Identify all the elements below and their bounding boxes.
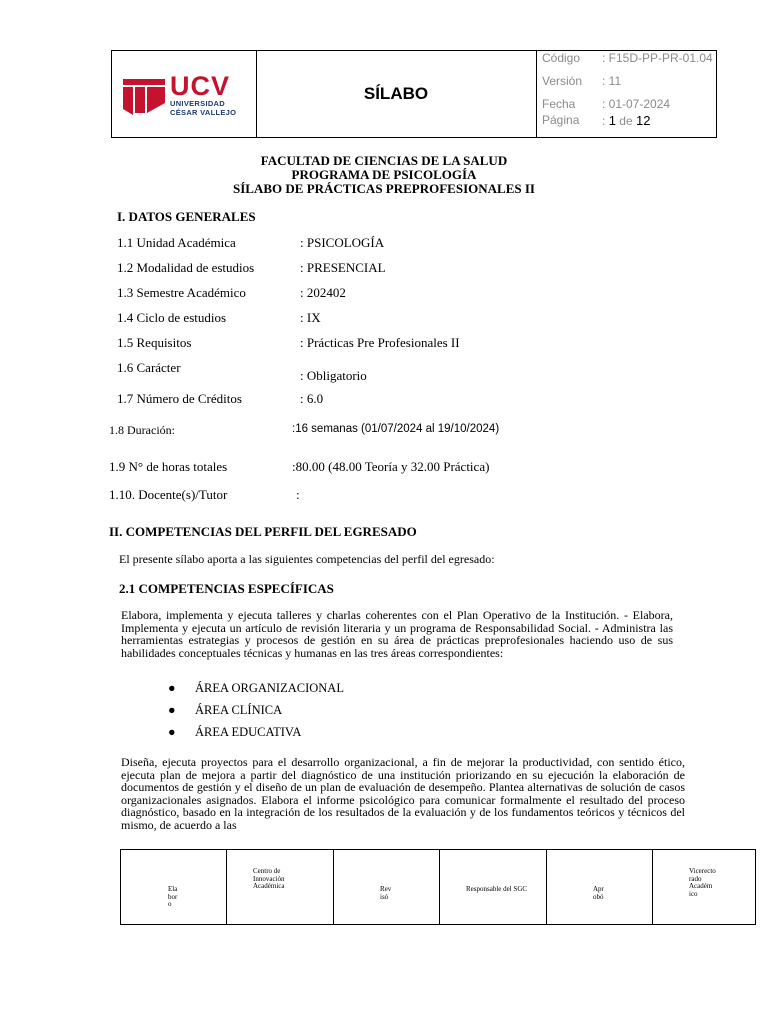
datos-value-6: : Obligatorio: [300, 368, 367, 383]
codigo-label: Código: [542, 51, 581, 65]
doc-title-cell: [256, 51, 537, 137]
pagina-row: [542, 113, 651, 128]
codigo-row: [542, 51, 713, 65]
bullet-icon: ●: [168, 725, 176, 739]
pagina-colon: :: [602, 114, 606, 128]
vicerrectorado-label: Vicerecto rado Académ ico: [689, 867, 716, 898]
pagina-value: [602, 113, 650, 128]
datos-label-6: 1.6 Carácter: [117, 360, 181, 375]
competencias-heading: II. COMPETENCIAS DEL PERFIL DEL EGRESADO: [109, 524, 417, 539]
datos-label-7: 1.7 Número de Créditos: [117, 391, 242, 406]
area-label: ÁREA EDUCATIVA: [195, 725, 302, 739]
pagina-de: de: [619, 114, 633, 128]
document-header: [111, 50, 717, 138]
codigo-value: : F15D-PP-PR-01.04: [602, 51, 713, 65]
datos-label-1: 1.1 Unidad Académica: [117, 235, 236, 250]
logo-brand: UCV: [170, 71, 231, 101]
datos-value-8: :16 semanas (01/07/2024 al 19/10/2024): [292, 423, 500, 435]
logo-line2: CÉSAR VALLEJO: [170, 107, 237, 117]
elaboro-cell: [121, 850, 227, 924]
datos-value-5: : Prácticas Pre Profesionales II: [300, 335, 460, 350]
datos-value-3: : 202402: [300, 285, 346, 300]
syllabus-title: SÍLABO DE PRÁCTICAS PREPROFESIONALES II: [233, 181, 535, 196]
area-label: ÁREA ORGANIZACIONAL: [195, 681, 344, 695]
aprobo-label: Apr obó: [593, 885, 604, 901]
datos-label-8: 1.8 Duración:: [109, 423, 175, 437]
responsable-sgc-label: Responsable del SGC: [466, 885, 528, 893]
fecha-value: : 01-07-2024: [602, 97, 671, 111]
datos-value-2: : PRESENCIAL: [300, 260, 386, 275]
competencias-intro: El presente sílabo aporta a las siguientes competencias del perfil del egresado:: [119, 552, 495, 566]
fecha-label: Fecha: [542, 97, 576, 111]
datos-label-5: 1.5 Requisitos: [117, 335, 192, 350]
fecha-row: [542, 97, 671, 111]
version-label: Versión: [542, 74, 583, 88]
competencias-paragraph-2: Diseña, ejecuta proyectos para el desarrollo organizacional, a fin de mejorar la productividad, con sentido ético, ejecuta plan de mejora a partir del diagnóstico de una institución priorizando en su ejecución la elaboración de documentos de gestión y el diseño de un plan de evaluación de desempeño. Plantea alternativas de solución de casos organizacionales asignados. Elabora el informe psicológico para comunicar formalmente el resultado del proceso diagnóstico, basado en la integración de los resultados de la evaluación y de los fundamentos teóricos y técnicos del mismo, de acuerdo a las: [121, 755, 685, 832]
datos-label-3: 1.3 Semestre Académico: [117, 285, 246, 300]
centro-innovacion-cell: [227, 850, 334, 924]
vicerrectorado-cell: [653, 850, 755, 924]
datos-value-9: :80.00 (48.00 Teoría y 32.00 Práctica): [292, 459, 490, 474]
datos-label-4: 1.4 Ciclo de estudios: [117, 310, 227, 325]
pagina-num: 1: [608, 113, 616, 128]
pagina-total: 12: [635, 113, 651, 128]
responsable-sgc-cell: [440, 850, 547, 924]
datos-label-2: 1.2 Modalidad de estudios: [117, 260, 255, 275]
datos-value-10: :: [296, 487, 300, 502]
competencias-paragraph-1: Elabora, implementa y ejecuta talleres y charlas coherentes con el Plan Operativo de la Institución. - Elabora, Implementa y ejecuta un artículo de revisión literaria y un programa de Responsabilidad Social. - Administra las herramientas estrategias y procesos de gestión en su área de prácticas preprofesionales haciendo uso de sus habilidades conceptuales técnicas y humanas en las tres áreas correspondientes:: [121, 608, 673, 660]
version-value: : 11: [602, 74, 622, 88]
elaboro-label: Ela bor o: [168, 885, 178, 908]
logo-line1: UNIVERSIDAD: [170, 99, 225, 108]
doc-title: SÍLABO: [363, 84, 429, 103]
logo-cell: [112, 51, 257, 137]
datos-value-4: : IX: [300, 310, 321, 325]
bullet-icon: ●: [168, 703, 176, 717]
bullet-icon: ●: [168, 681, 176, 695]
ucv-logo: [170, 73, 236, 117]
aprobo-cell: [547, 850, 653, 924]
version-row: [542, 74, 622, 88]
reviso-label: Rev isó: [380, 885, 392, 901]
datos-value-1: : PSICOLOGÍA: [300, 235, 385, 250]
ucv-emblem-icon: [121, 73, 167, 119]
datos-heading: I. DATOS GENERALES: [117, 209, 256, 224]
area-label: ÁREA CLÍNICA: [195, 703, 283, 717]
datos-label-10: 1.10. Docente(s)/Tutor: [109, 487, 228, 502]
competencias-sub-heading: 2.1 COMPETENCIAS ESPECÍFICAS: [119, 581, 334, 596]
centro-innovacion-label: Centro de Innovación Académica: [253, 867, 285, 890]
approval-table: [120, 849, 756, 925]
reviso-cell: [334, 850, 440, 924]
datos-value-7: : 6.0: [300, 391, 324, 406]
faculty-title: FACULTAD DE CIENCIAS DE LA SALUD: [260, 153, 508, 168]
pagina-label: Página: [542, 113, 580, 127]
datos-label-9: 1.9 N° de horas totales: [109, 459, 228, 474]
program-title: PROGRAMA DE PSICOLOGÍA: [291, 167, 477, 182]
